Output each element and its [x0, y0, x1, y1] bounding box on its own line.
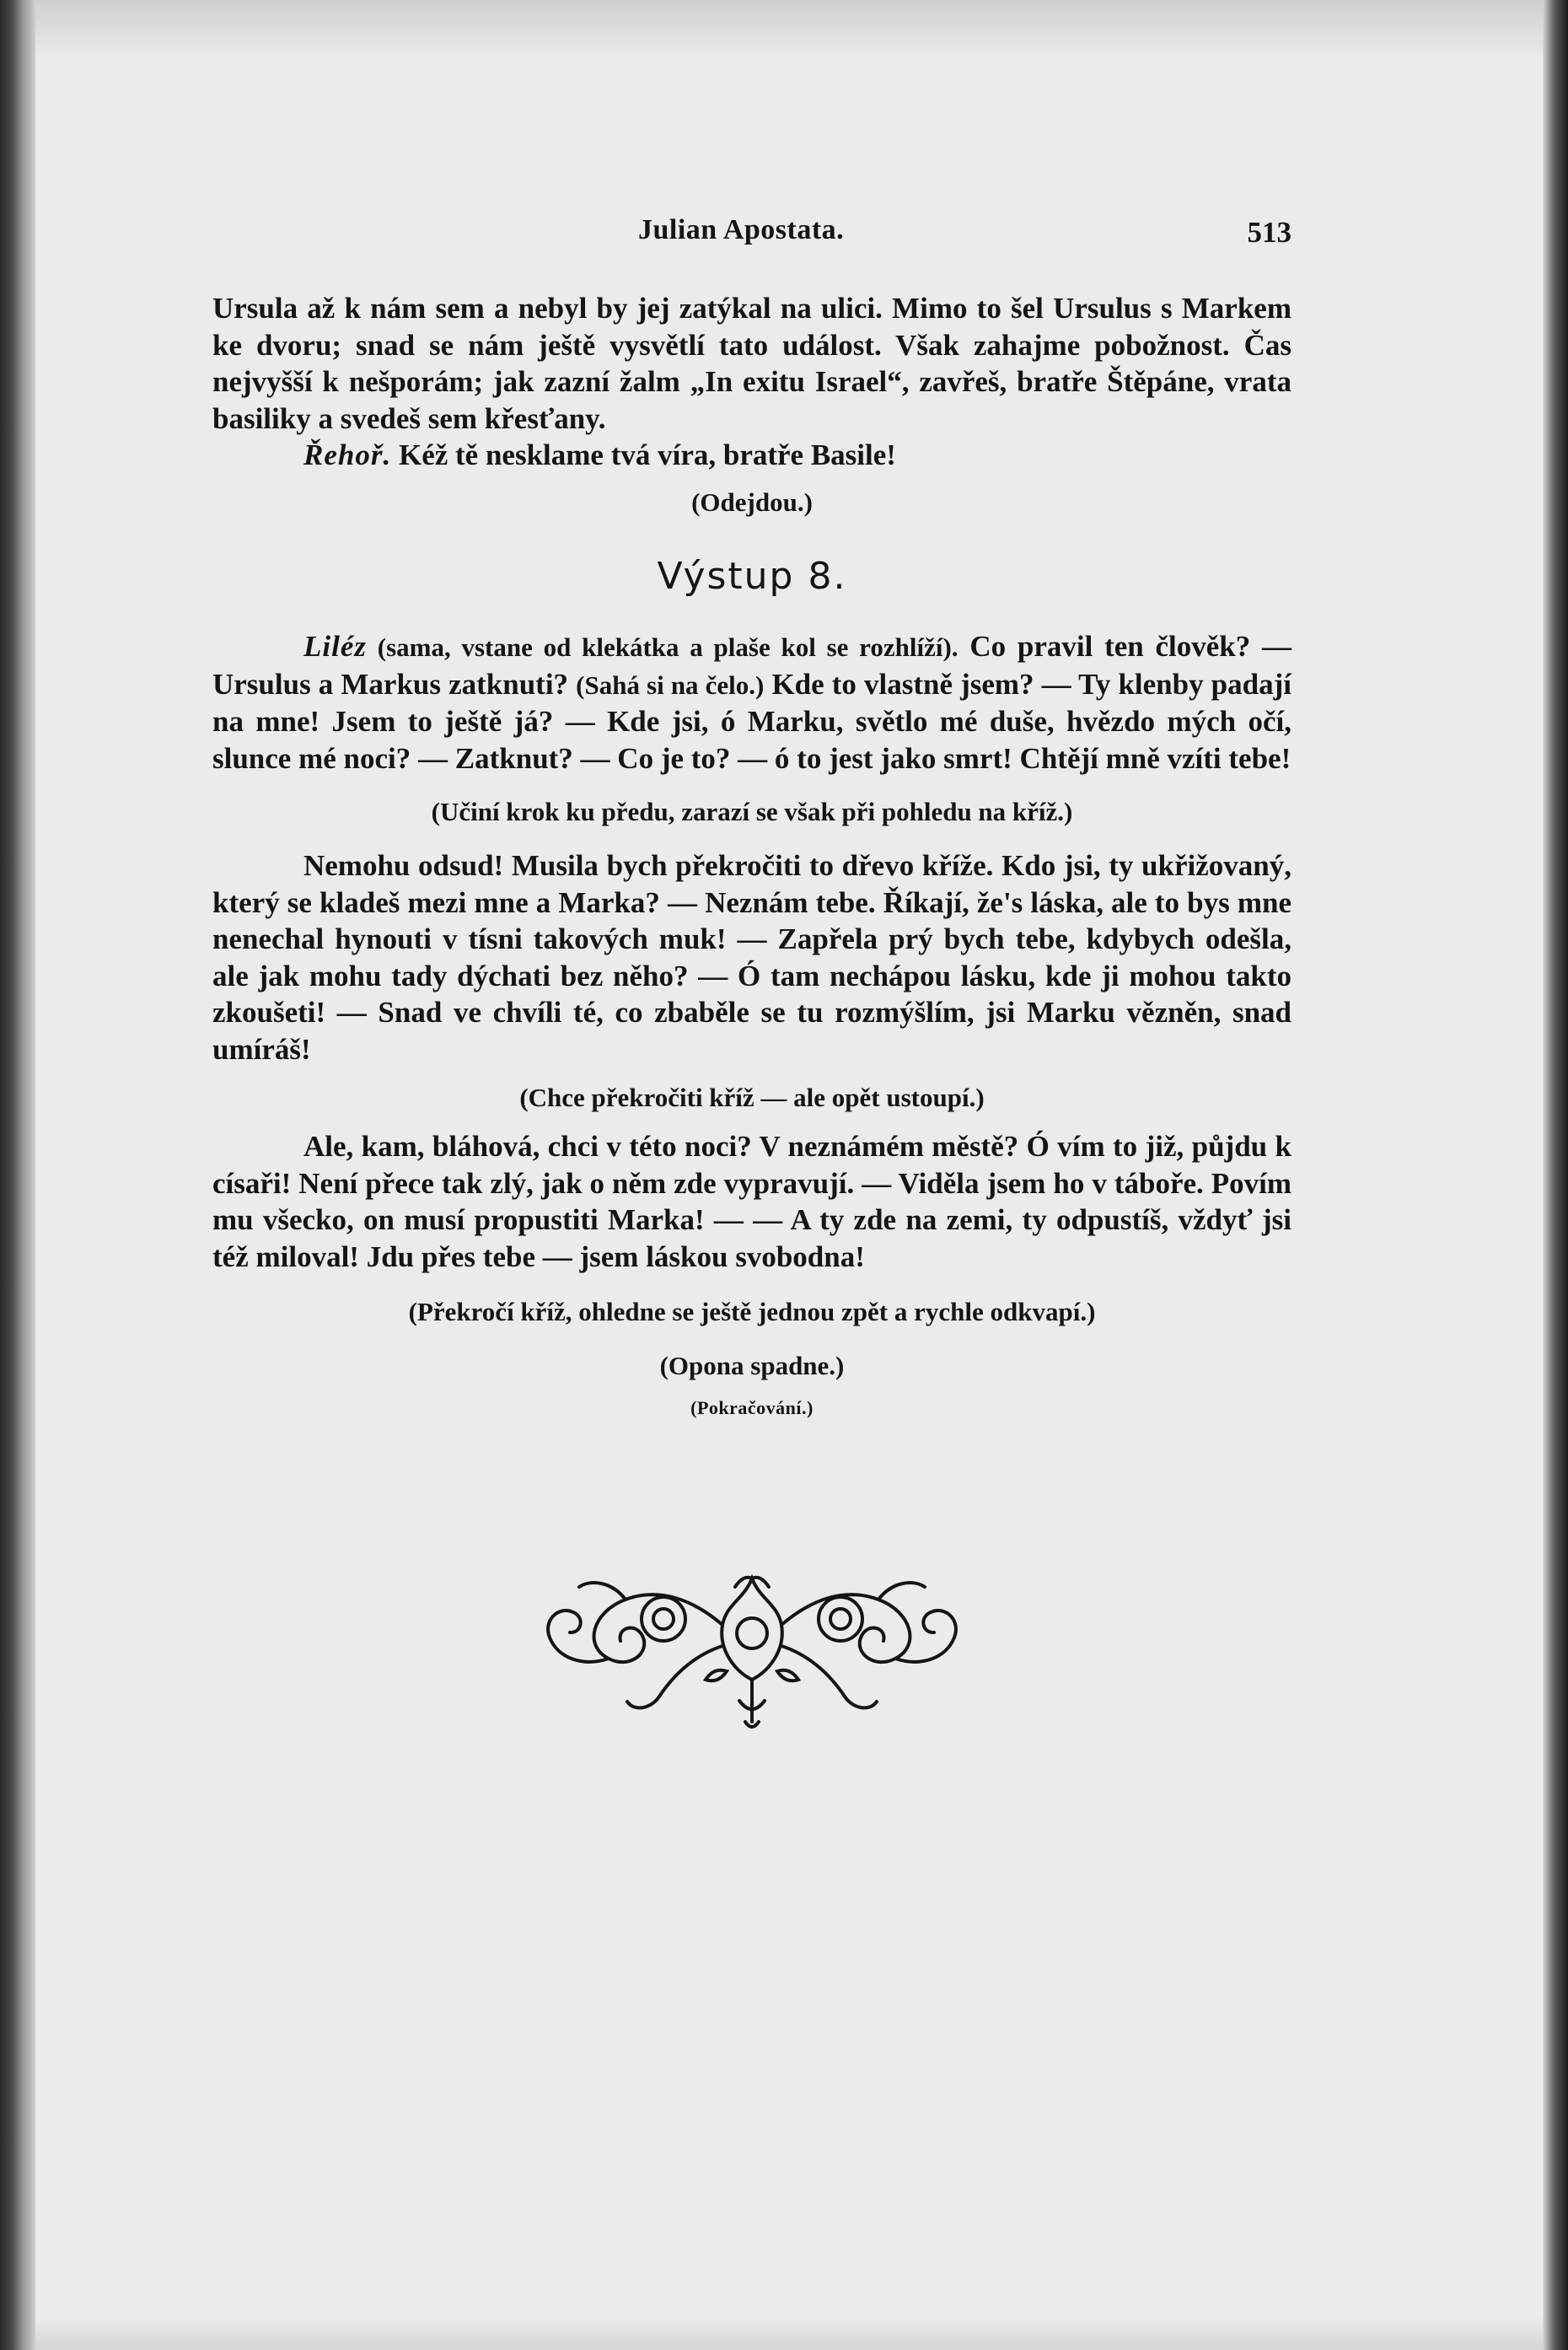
speech-text: Kde to vlastně jsem? — Ty klenby padají na mne! Jsem to ještě já? — Kde jsi, ó Marku, světlo mé duše, hvězdo mých očí, slunce mé noci? — Zatknut? — Co je to? — ó to jest jako smrt! Chtějí mně vzíti tebe! [212, 667, 1291, 775]
curtain-direction: (Opona spadne.) [659, 1351, 845, 1380]
scene7-closing-speech [212, 290, 1291, 474]
liliez-speech-3: Ale, kam, bláhová, chci v této noci? V neznámém městě? Ó vím to již, půjdu k císaři! Není přece tak zlý, jak o něm zde vypravují. — Viděla jsem ho v táboře. Povím mu všecko, on musí propustiti Marka! — — A ty zde na zemi, ty odpustíš, vždyť jsi též miloval! Jdu přes tebe — jsem láskou svobodna! [212, 1130, 1291, 1273]
bottom-edge-shade [35, 2316, 1543, 2350]
scene-heading: Výstup 8. [657, 554, 847, 598]
page-content [212, 202, 1291, 1739]
page-number: 513 [1247, 216, 1291, 249]
to-be-continued: (Pokračování.) [690, 1397, 814, 1418]
speech-text: Ursula až k nám sem a nebyl by jej zatýkal na ulici. Mimo to šel Ursulus s Markem ke dvoru; snad se nám ještě vysvětlí tato událost. Však zahajme pobožnost. Čas nejvyšší k nešporám; jak zazní žalm „In exitu Israel“, zavřeš, bratře Štěpáne, vrata basiliky a svedeš sem křesťany. [212, 292, 1291, 435]
stage-direction-exit: (Odejdou.) [691, 487, 813, 517]
right-binding-shadow [1543, 0, 1568, 2350]
stage-direction-inline: (sama, vstane od klekátka a plaše kol se rozhlíží). [366, 632, 959, 662]
speaker-name: Řehoř. [303, 438, 392, 471]
running-head [212, 202, 1291, 253]
liliez-speech-1 [212, 628, 1291, 777]
left-binding-shadow [0, 0, 35, 2350]
stage-direction-step: (Učiní krok ku předu, zarazí se však při pohledu na kříž.) [431, 797, 1073, 826]
speech-text: Co pravil ten člověk? — Ursulus a Markus zatknuti? [212, 630, 1292, 701]
speaker-name: Liléz [303, 630, 367, 663]
running-title: Julian Apostata. [638, 214, 845, 245]
body-text [212, 290, 1291, 1427]
speech-text: Kéž tě nesklame tvá víra, bratře Basile! [391, 438, 896, 471]
stage-direction-leave: (Překročí kříž, ohledne se ještě jednou zpět a rychle odkvapí.) [408, 1297, 1096, 1326]
floral-tailpiece-ornament-icon [533, 1553, 971, 1739]
top-edge-shade [35, 0, 1543, 59]
stage-direction-cross: (Chce překročiti kříž — ale opět ustoupí.) [519, 1083, 985, 1112]
liliez-speech-2: Nemohu odsud! Musila bych překročiti to dřevo kříže. Kdo jsi, ty ukřižovaný, který se kladeš mezi mne a Marka? — Neznám tebe. Říkají, že's láska, ale to bys mne nenechal hynouti v tísni takových muk! — Zapřela prý bych tebe, kdybych odešla, ale jak mohu tady dýchati bez něho? — Ó tam nechápou lásku, kde ji mohou takto zkoušeti! — Snad ve chvíli té, co zbaběle se tu rozmýšlím, jsi Marku vězněn, snad umíráš! [212, 849, 1291, 1066]
stage-direction-inline: (Sahá si na čelo.) [576, 670, 765, 700]
speech-line [212, 438, 896, 471]
